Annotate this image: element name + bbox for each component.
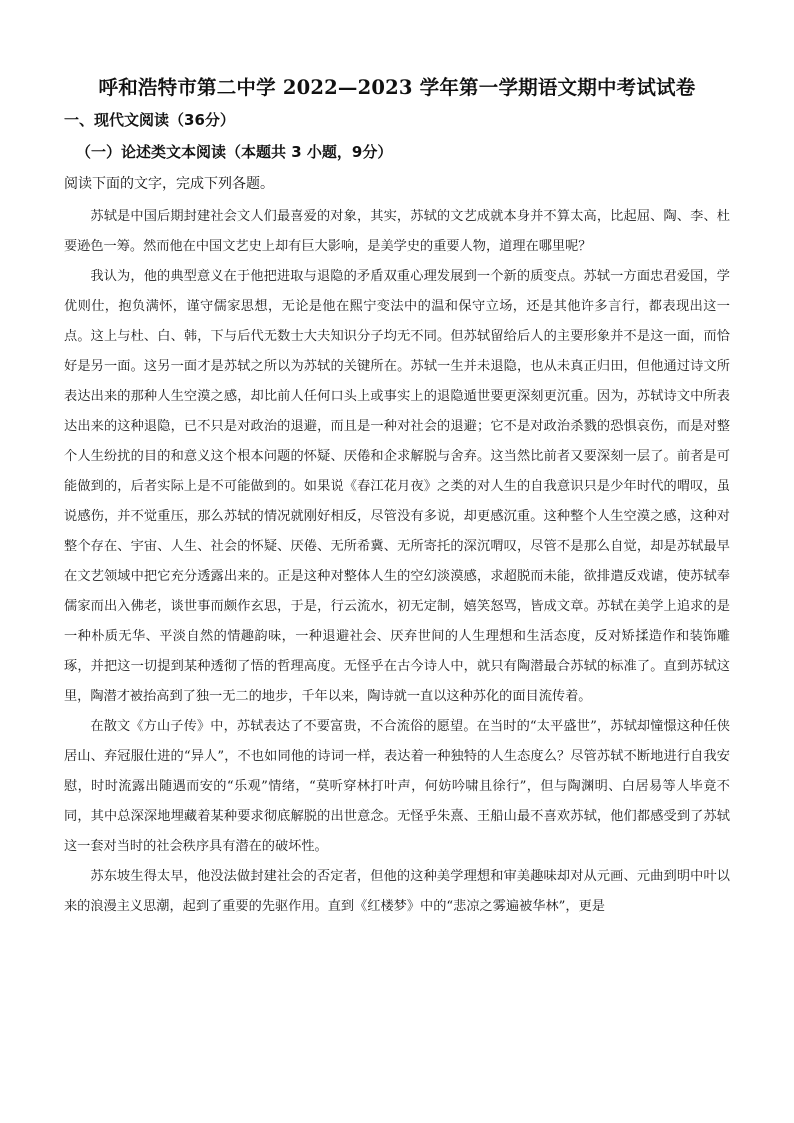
reading-passage <box>64 202 730 922</box>
passage-paragraph-4: 苏东坡生得太早，他没法做封建社会的否定者，但他的这种美学理想和审美趣味却对从元画、元曲到明中叶以来的浪漫主义思潮，起到了重要的先驱作用。直到《红楼梦》中的“悲凉之雾遍被华林”，更是 <box>64 869 730 914</box>
exam-title: 呼和浩特市第二中学 2022—2023 学年第一学期语文期中考试试卷 <box>98 76 696 99</box>
reading-instruction: 阅读下面的文字，完成下列各题。 <box>64 176 274 192</box>
passage-paragraph-3: 在散文《方山子传》中，苏轼表达了不要富贵，不合流俗的愿望。在当时的“太平盛世”，苏轼却憧憬这种任侠居山、弃冠服仕进的“异人”，不也如同他的诗词一样，表达着一种独特的人生态度么？尽管苏轼不断地进行自我安慰，时时流露出随遇而安的“乐观”情绪，“莫听穿林打叶声，何妨吟啸且徐行”，但与陶渊明、白居易等人毕竟不同，其中总深深地埋藏着某种要求彻底解脱的出世意念。无怪乎朱熹、王船山最不喜欢苏轼，他们都感受到了苏轼这一套对当时的社会秩序具有潜在的破坏性。 <box>64 719 730 854</box>
section-heading: 一、现代文阅读（36分） <box>64 111 235 129</box>
subsection-heading: （一）论述类文本阅读（本题共 3 小题，9分） <box>76 143 393 161</box>
passage-paragraph-1: 苏轼是中国后期封建社会文人们最喜爱的对象，其实，苏轼的文艺成就本身并不算太高，比起屈、陶、李、杜要逊色一筹。然而他在中国文艺史上却有巨大影响，是美学史的重要人物，道理在哪里呢？ <box>64 209 730 254</box>
passage-paragraph-2: 我认为，他的典型意义在于他把进取与退隐的矛盾双重心理发展到一个新的质变点。苏轼一方面忠君爱国，学优则仕，抱负满怀，谨守儒家思想，无论是他在熙宁变法中的温和保守立场，还是其他许多言行，都表现出这一点。这上与杜、白、韩，下与后代无数士大夫知识分子均无不同。但苏轼留给后人的主要形象并不是这一面，而恰好是另一面。这另一面才是苏轼之所以为苏轼的关键所在。苏轼一生并未退隐，也从未真正归田，但他通过诗文所表达出来的那种人生空漠之感，却比前人任何口头上或事实上的退隐遁世要更深刻更沉重。因为，苏轼诗文中所表达出来的这种退隐，已不只是对政治的退避，而且是一种对社会的退避；它不是对政治杀戮的恐惧哀伤，而是对整个人生纷扰的目的和意义这个根本问题的怀疑、厌倦和企求解脱与舍弃。这当然比前者又要深刻一层了。前者是可能做到的，后者实际上是不可能做到的。如果说《春江花月夜》之类的对人生的自我意识只是少年时代的喟叹，虽说感伤，并不觉重压，那么苏轼的情况就刚好相反，尽管没有多说，却更感沉重。这种整个人生空漠之感，这种对整个存在、宇宙、人生、社会的怀疑、厌倦、无所希冀、无所寄托的深沉喟叹，尽管不是那么自觉，却是苏轼最早在文艺领域中把它充分透露出来的。正是这种对整体人生的空幻淡漠感，求超脱而未能，欲排遣反戏谑，使苏轼奉儒家而出入佛老，谈世事而颇作玄思，于是，行云流水，初无定制，嬉笑怒骂，皆成文章。苏轼在美学上追求的是一种朴质无华、平淡自然的情趣韵味，一种退避社会、厌弃世间的人生理想和生活态度，反对矫揉造作和装饰雕琢，并把这一切提到某种透彻了悟的哲理高度。无怪乎在古今诗人中，就只有陶潜最合苏轼的标准了。直到苏轼这里，陶潜才被抬高到了独一无二的地步，千年以来，陶诗就一直以这种苏化的面目流传着。 <box>64 269 730 704</box>
